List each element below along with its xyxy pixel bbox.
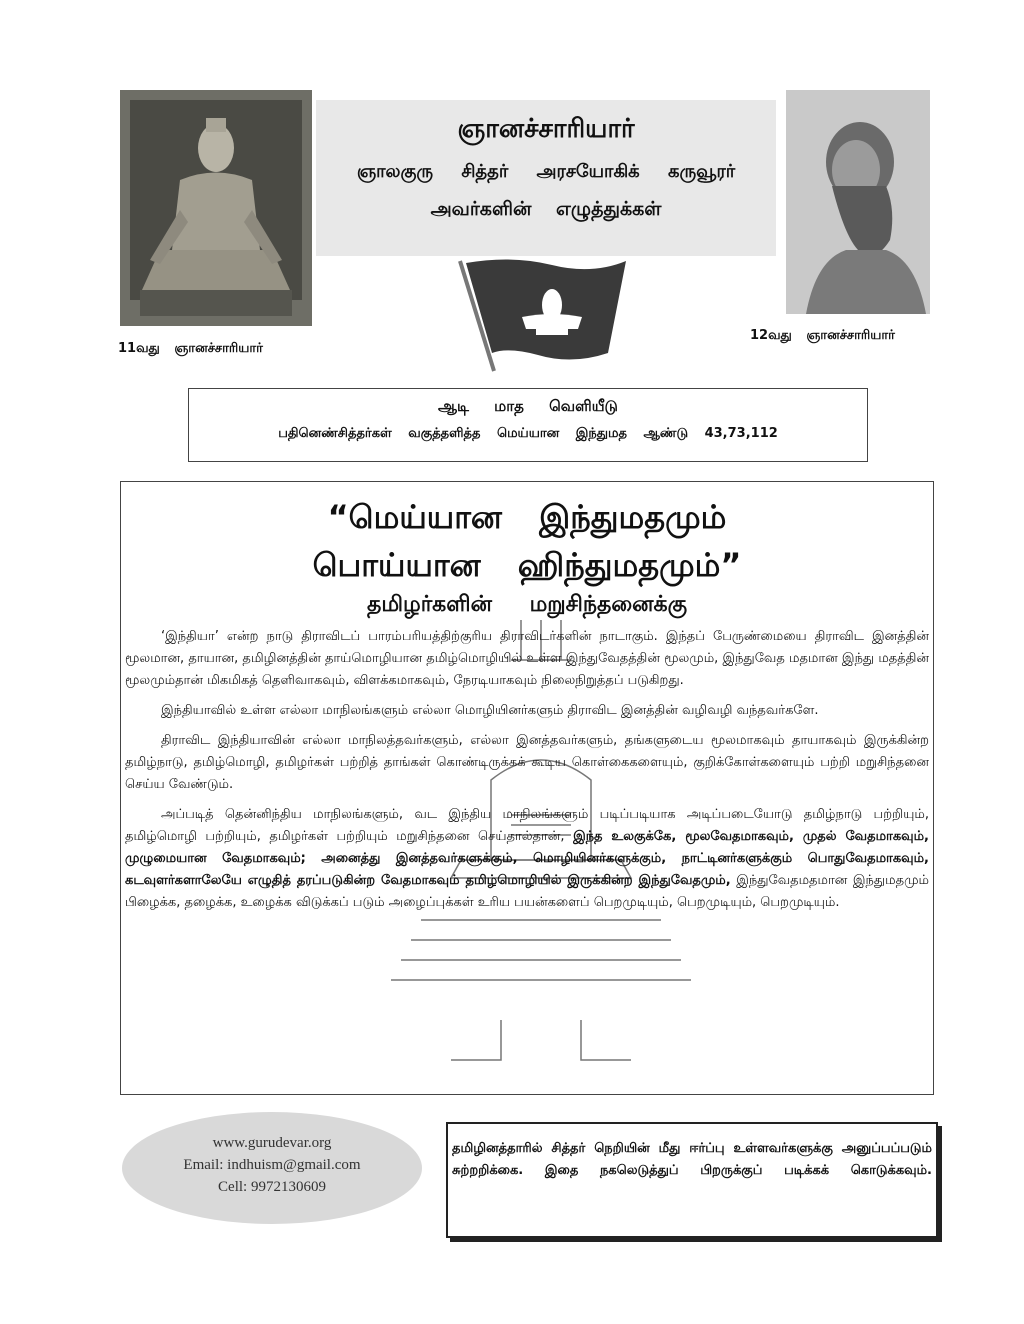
article-body bbox=[121, 620, 933, 914]
statue-image bbox=[120, 90, 312, 326]
flag-emblem bbox=[452, 255, 632, 373]
photo-12th-acharya bbox=[786, 90, 930, 314]
left-photo-caption: 11வது ஞானச்சாரியார் bbox=[118, 341, 263, 356]
headline-line-2: பொய்யான ஹிந்துமதமும்” bbox=[312, 546, 742, 584]
paragraph-4-bold: இந்த உலகுக்கே, மூலவேதமாகவும், முதல் வேதமாகவும், முழுமையான வேதமாகவும்; அனைத்து இனத்தவர்களுக்கும், மொழியினர்களுக்கும், நாட்டினர்களுக்கும் பொதுவேதமாகவும், கடவுளர்களாலேயே எழுதித் தரப்படுகின்ற வேதமாகவும் தமிழ்மொழியில் இருக்கின்ற இந்துவேதமும், bbox=[125, 829, 929, 888]
headline-line-1: “மெய்யான இந்துமதமும் bbox=[327, 498, 727, 536]
flag-icon bbox=[452, 255, 632, 373]
title-box bbox=[316, 100, 776, 256]
phone-number: Cell: 9972130609 bbox=[218, 1179, 326, 1195]
page-title: ஞானச்சாரியார் bbox=[457, 114, 635, 144]
website-link[interactable]: www.gurudevar.org bbox=[212, 1135, 332, 1151]
paragraph-1: ‘இந்தியா’ என்ற நாடு திராவிடப் பாரம்பரியத்திற்குரிய திராவிடர்களின் நாடாகும். இந்தப் பேருண்மையை திராவிட இனத்தின் மூலமான, தாயான, தமிழினத்தின் தாய்மொழியான தமிழ்மொழியில் உள்ள இந்துவேதத்தின் மூலமும், இந்துவேத மதமான இந்து மதத்தின் மூலமும்தான் மிகமிகத் தெளிவாகவும், விளக்கமாகவும், நேரடியாகவும் நிலைநிறுத்தப் படுகிறது. bbox=[125, 629, 929, 688]
portrait-image bbox=[786, 90, 930, 314]
paragraph-4-end: இந்துவேதமதமான இந்துமதமும் பிழைக்க, தழைக்க, உழைக்க விடுக்கப் படும் அழைப்புக்கள் உரிய பயன்களைப் பெறமுடியும், பெறமுடியும், பெறமுடியும். bbox=[125, 873, 929, 910]
email-link[interactable]: Email: indhuism@gmail.com bbox=[183, 1157, 361, 1173]
photo-11th-acharya bbox=[120, 90, 312, 326]
release-year-line: பதினெண்சித்தர்கள் வகுத்தளித்த மெய்யான இந்துமத ஆண்டு 43,73,112 bbox=[278, 426, 778, 441]
paragraph-3: திராவிட இந்தியாவின் எல்லா மாநிலத்தவர்களும், எல்லா இனத்தவர்களும், தங்களுடைய மூலமாகவும் தாயாகவும் இருக்கின்ற தமிழ்நாடு, தமிழ்மொழி, தமிழர்கள் பற்றித் தாங்கள் கொண்டிருக்கக் கூடிய கொள்கைகளையும், குறிக்கோள்களையும் பற்றி மறுசிந்தனை செய்ய வேண்டும். bbox=[125, 733, 929, 792]
headline-line-3: தமிழர்களின் மறுசிந்தனைக்கு bbox=[367, 592, 687, 617]
contact-info bbox=[122, 1112, 422, 1224]
page-tagline: அவர்களின் எழுத்துக்கள் bbox=[430, 198, 662, 220]
paragraph-4 bbox=[125, 804, 929, 914]
notice-box bbox=[446, 1122, 938, 1238]
article-box bbox=[120, 481, 934, 1095]
release-month: ஆடி மாத வெளியீடு bbox=[438, 397, 618, 415]
release-info-box bbox=[188, 388, 868, 462]
paragraph-2: இந்தியாவில் உள்ள எல்லா மாநிலங்களும் எல்லா மொழியினர்களும் திராவிட இனத்தின் வழிவழி வந்தவர்களே. bbox=[161, 703, 819, 718]
headline bbox=[121, 498, 933, 620]
paragraph-4-plain: அப்படித் தென்னிந்திய மாநிலங்களும், வட இந்திய மாநிலங்களும் படிப்படியாக அடிப்படையோடு தமிழ்நாடு பற்றியும், தமிழ்மொழி பற்றியும், தமிழர்கள் பற்றியும் மறுசிந்தனை செய்தால்தான், bbox=[125, 807, 929, 844]
notice-text: தமிழினத்தாரில் சித்தர் நெறியின் மீது ஈர்ப்பு உள்ளவர்களுக்கு அனுப்பப்படும் சுற்றறிக்கை. இதை நகலெடுத்துப் பிறருக்குப் படிக்கக் கொடுக்கவும். bbox=[452, 1141, 932, 1178]
right-photo-caption: 12வது ஞானச்சாரியார் bbox=[750, 328, 895, 343]
page-subtitle: ஞாலகுரு சித்தர் அரசயோகிக் கருவூரர் bbox=[356, 161, 736, 182]
